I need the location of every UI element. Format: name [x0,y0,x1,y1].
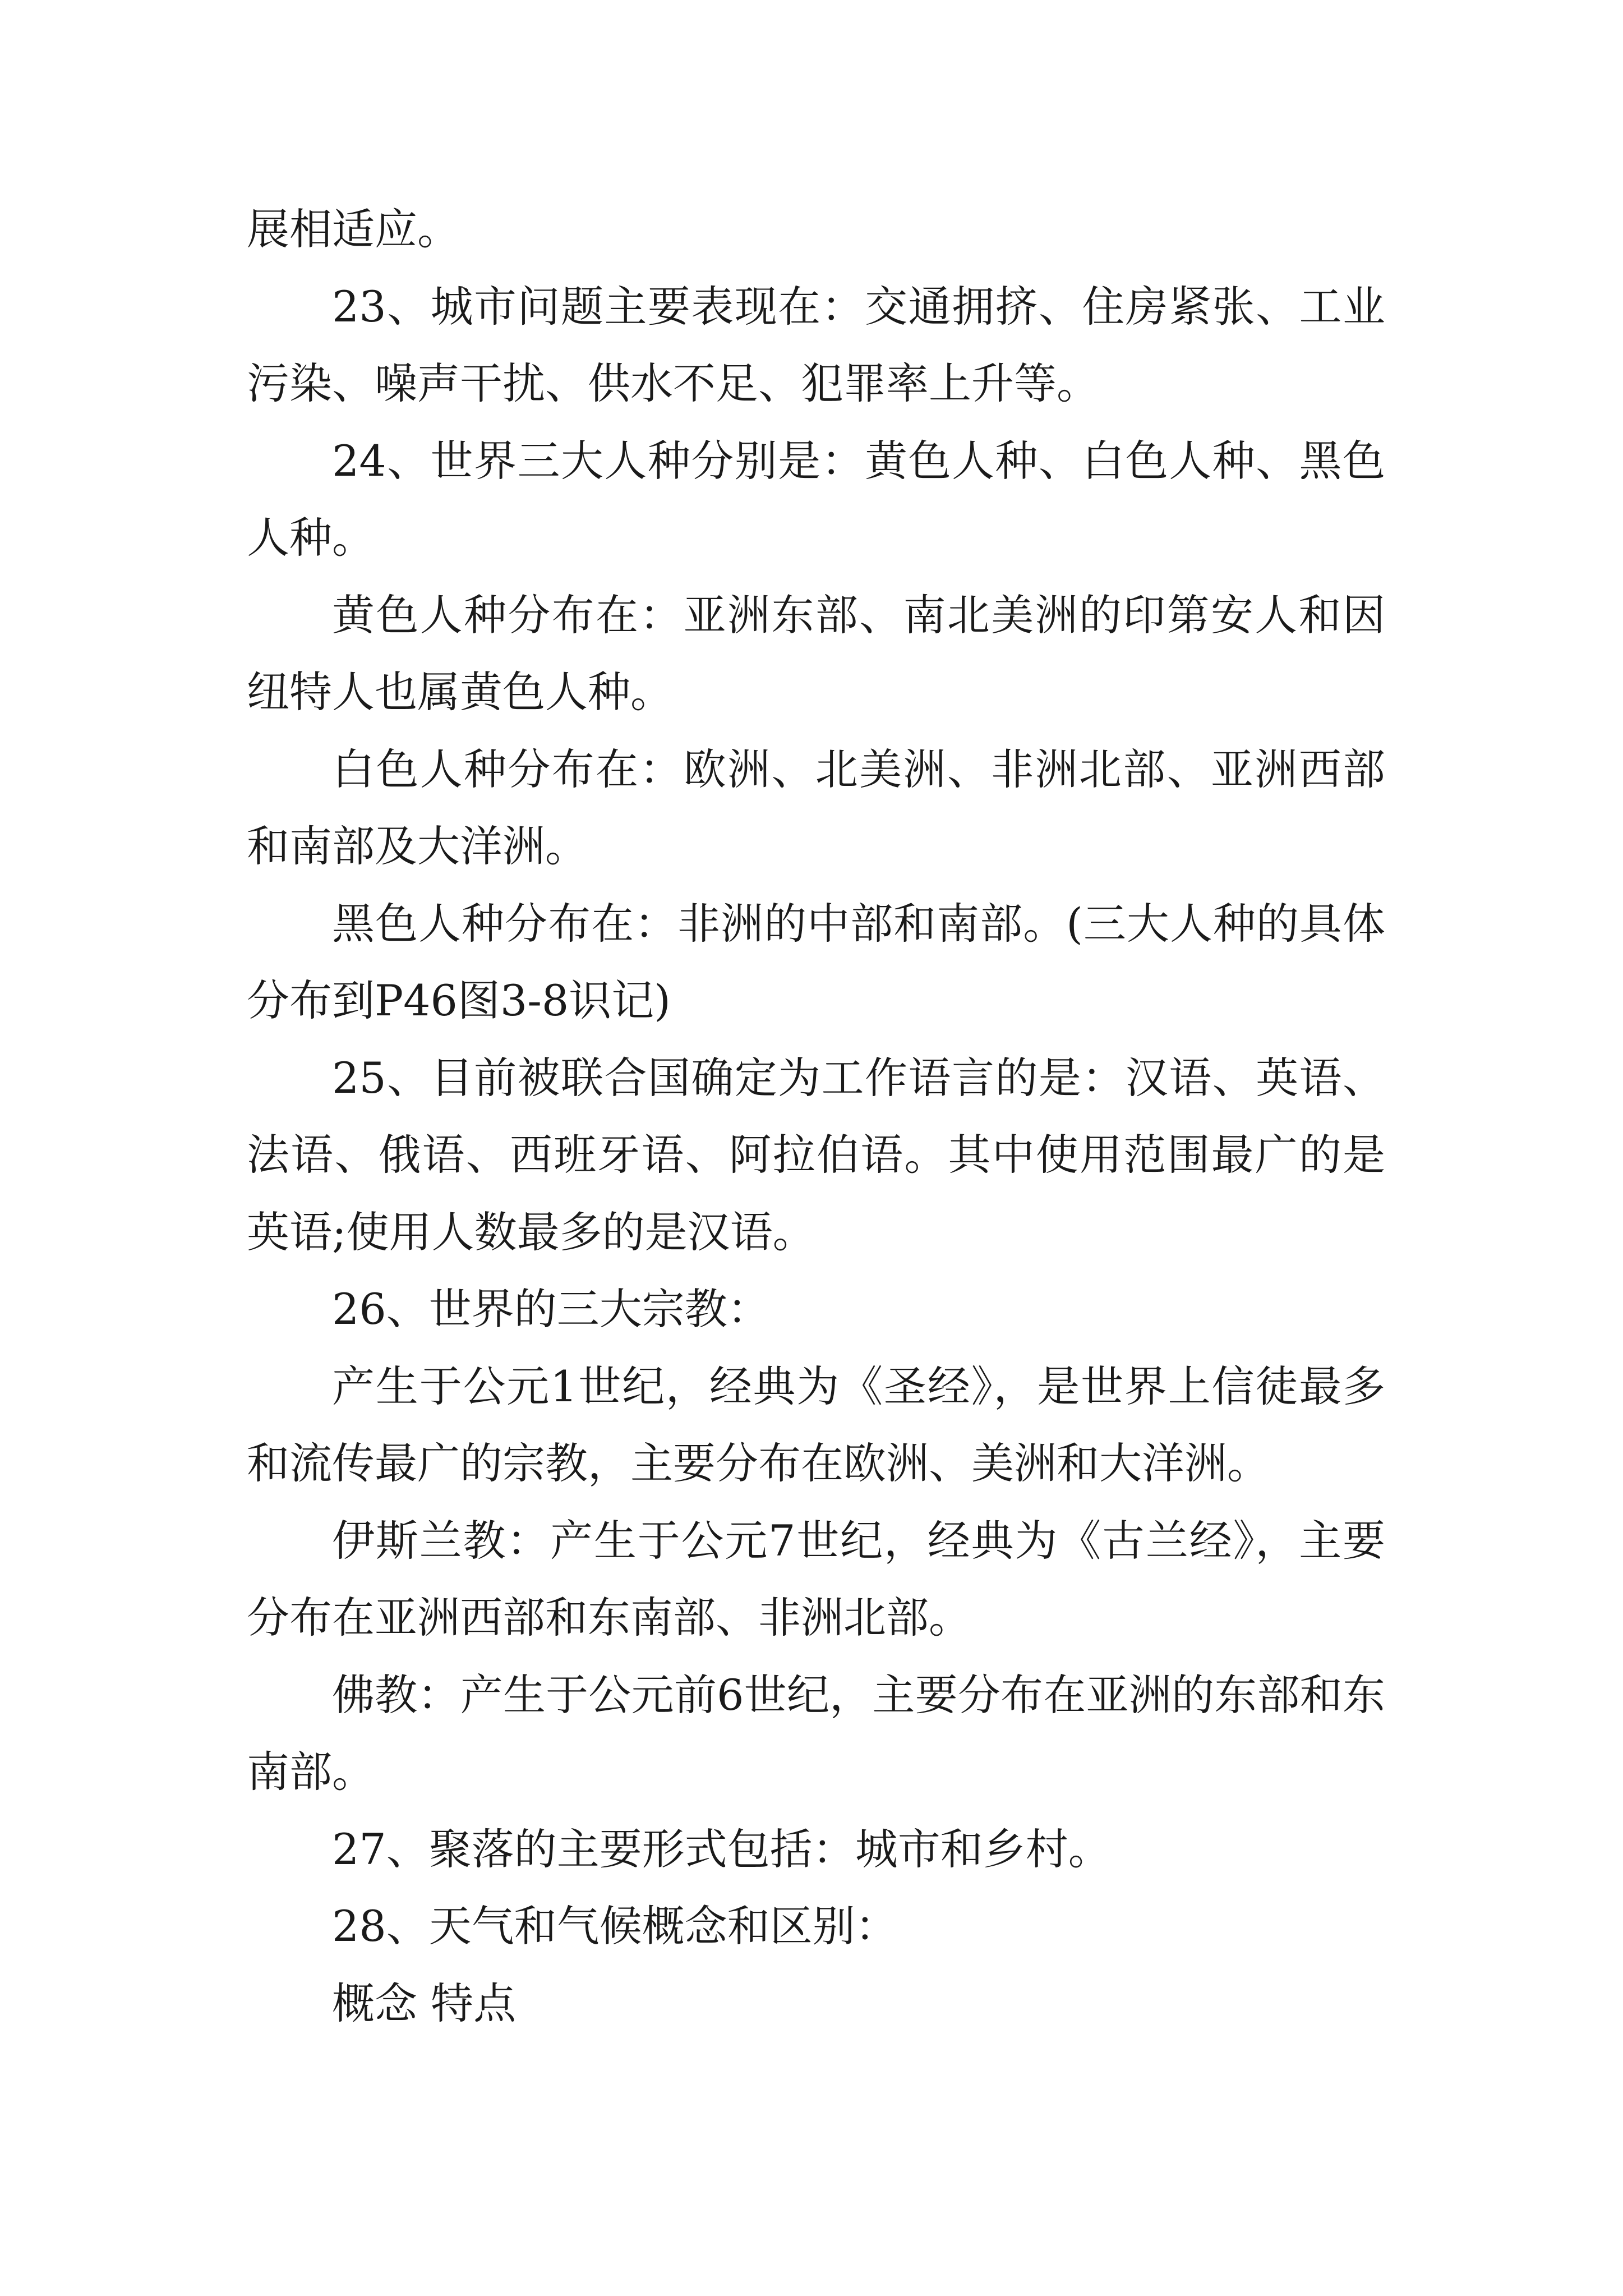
paragraph-black-race: 黑色人种分布在：非洲的中部和南部。(三大人种的具体分布到P46图3-8识记) [247,898,1385,1025]
paragraph-islam: 伊斯兰教：产生于公元7世纪，经典为《古兰经》，主要分布在亚洲西部和东南部、非洲北部。 [247,1515,1385,1642]
paragraph-item-26-three-religions: 26、世界的三大宗教： [332,1284,770,1334]
paragraph-white-race: 白色人种分布在：欧洲、北美洲、非洲北部、亚洲西部和南部及大洋洲。 [247,744,1385,871]
paragraph-table-header: 概念 特点 [332,1978,517,2028]
paragraph-christianity: 产生于公元1世纪，经典为《圣经》，是世界上信徒最多和流传最广的宗教，主要分布在欧洲、美洲和大洋洲。 [247,1361,1385,1488]
paragraph-continuation: 展相适应。 [247,204,460,254]
paragraph-item-24-three-races: 24、世界三大人种分别是：黄色人种、白色人种、黑色人种。 [247,435,1385,563]
document-body [247,191,1385,2042]
paragraph-item-27-settlements: 27、聚落的主要形式包括：城市和乡村。 [332,1824,1111,1874]
paragraph-buddhism: 佛教：产生于公元前6世纪，主要分布在亚洲的东部和东南部。 [247,1669,1385,1797]
paragraph-item-28-weather-climate: 28、天气和气候概念和区别： [332,1901,898,1951]
paragraph-item-25-un-languages: 25、目前被联合国确定为工作语言的是：汉语、英语、法语、俄语、西班牙语、阿拉伯语。其中使用范围最广的是英语;使用人数最多的是汉语。 [247,1052,1385,1257]
paragraph-yellow-race: 黄色人种分布在：亚洲东部、南北美洲的印第安人和因纽特人也属黄色人种。 [247,590,1385,717]
paragraph-item-23-urban-problems: 23、城市问题主要表现在：交通拥挤、住房紧张、工业污染、噪声干扰、供水不足、犯罪率上升等。 [247,281,1385,408]
